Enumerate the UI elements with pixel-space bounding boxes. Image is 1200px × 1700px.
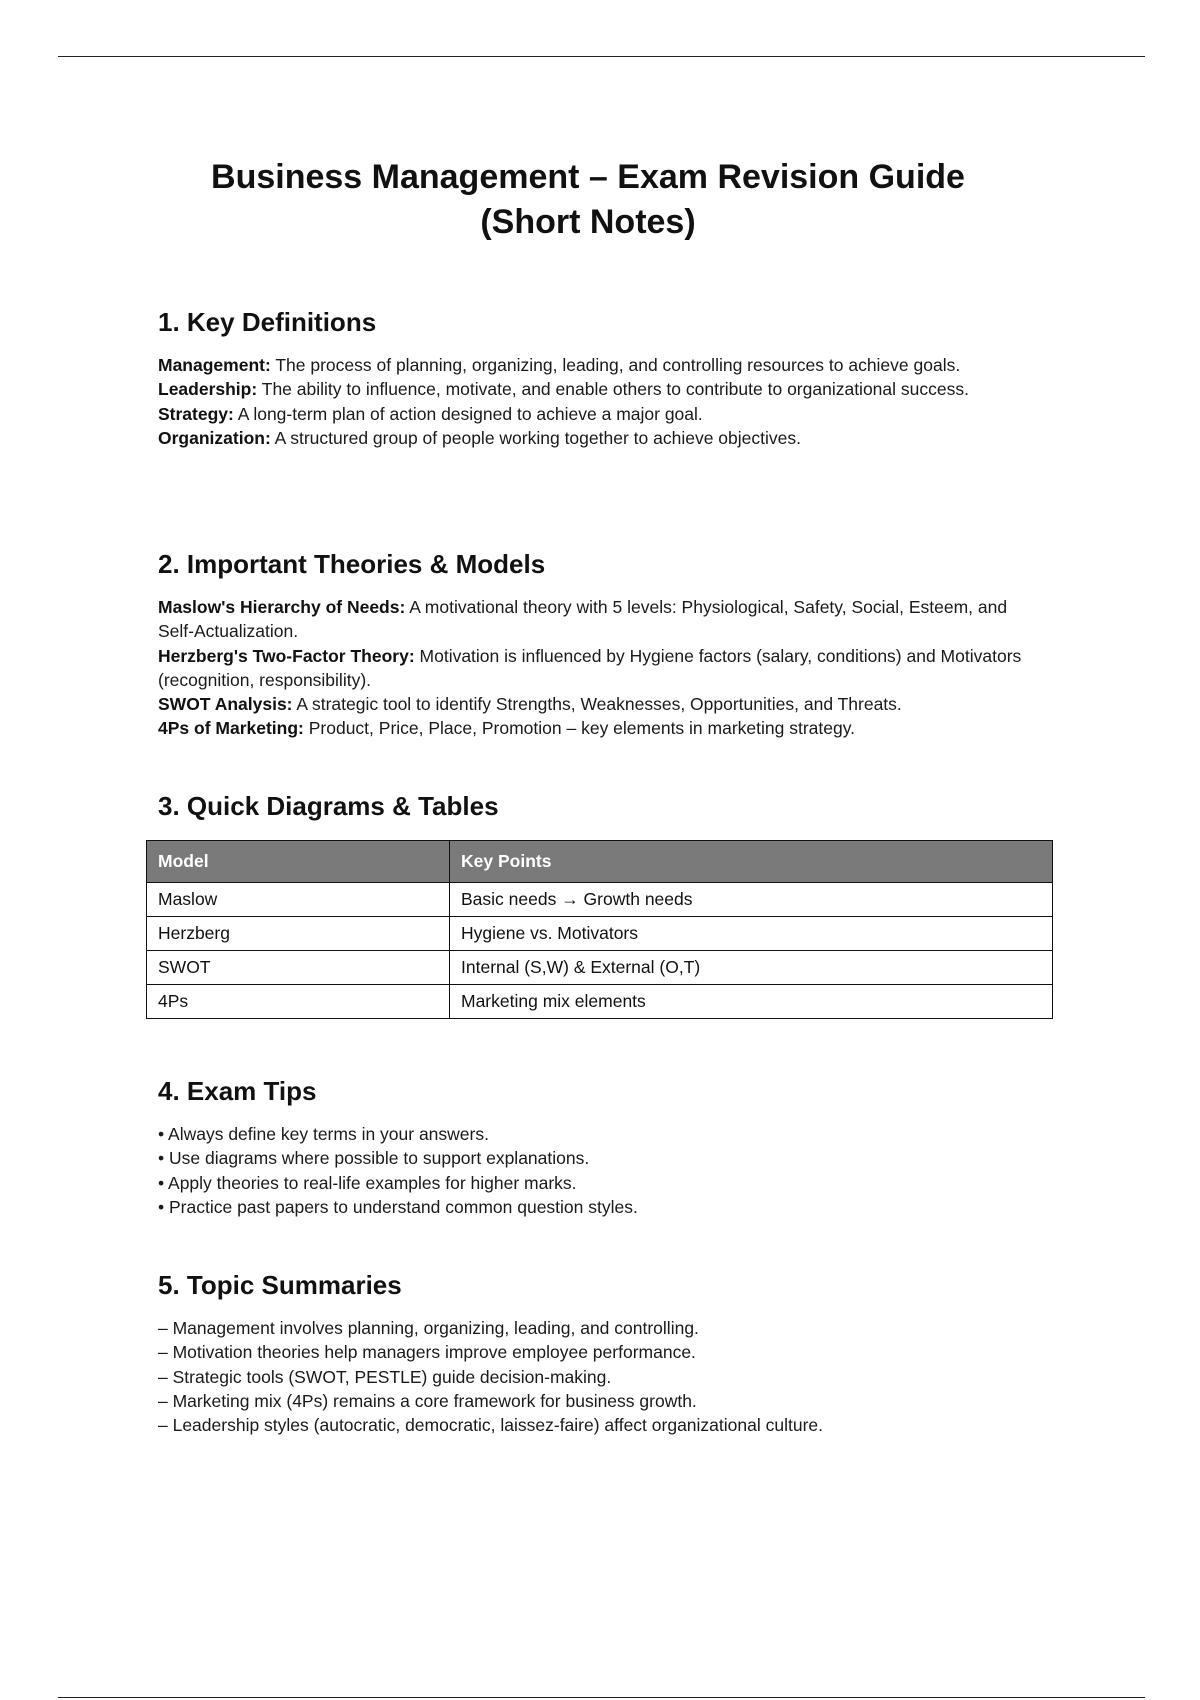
section-topic-summaries (158, 1268, 1038, 1437)
table-cell-model: Herzberg (147, 917, 450, 951)
theory-term: 4Ps of Marketing: (158, 718, 304, 739)
table-cell-model: SWOT (147, 951, 450, 985)
table-row (147, 985, 1053, 1019)
column-header-key-points: Key Points (450, 841, 1053, 883)
section-theories-models (158, 547, 1038, 741)
theory-text: A motivational theory with 5 levels: Physiological, Safety, Social, Esteem, and Self-Actualization. (158, 597, 1008, 642)
table-row (147, 917, 1053, 951)
definition-text: A structured group of people working together to achieve objectives. (270, 427, 801, 448)
table-row (147, 883, 1053, 917)
theories-list (158, 595, 1038, 741)
table-cell-key-points: Hygiene vs. Motivators (450, 917, 1053, 951)
list-item: • Practice past papers to understand common question styles. (158, 1196, 638, 1217)
table-cell-model: Maslow (147, 883, 450, 917)
table-row (147, 951, 1053, 985)
section-diagrams-tables (158, 789, 1038, 823)
table-cell-model: 4Ps (147, 985, 450, 1019)
list-item: – Motivation theories help managers improve employee performance. (158, 1342, 696, 1363)
definition-item (158, 353, 1038, 377)
theory-item (158, 595, 1038, 644)
section-heading: 5. Topic Summaries (158, 1270, 402, 1300)
document-body (158, 155, 1038, 1436)
footer-rule (58, 1697, 1145, 1698)
section-heading: 3. Quick Diagrams & Tables (158, 791, 499, 821)
definition-term: Organization: (158, 427, 271, 448)
models-table (146, 840, 1053, 1019)
list-item: – Marketing mix (4Ps) remains a core framework for business growth. (158, 1390, 697, 1411)
definition-term: Strategy: (158, 403, 234, 424)
theory-term: Herzberg's Two-Factor Theory: (158, 645, 415, 666)
section-heading: 1. Key Definitions (158, 307, 377, 337)
theory-text: A strategic tool to identify Strengths, Weaknesses, Opportunities, and Threats. (292, 694, 902, 715)
list-item: – Leadership styles (autocratic, democratic, laissez-faire) affect organizational culture. (158, 1415, 823, 1436)
section-heading: 4. Exam Tips (158, 1076, 317, 1106)
column-header-model: Model (147, 841, 450, 883)
section-key-definitions (158, 305, 1038, 450)
theory-text: Product, Price, Place, Promotion – key elements in marketing strategy. (303, 718, 856, 739)
definition-item (158, 426, 1038, 450)
table-cell-key-points: Internal (S,W) & External (O,T) (450, 951, 1053, 985)
tips-list (158, 1122, 1038, 1219)
definitions-list (158, 353, 1038, 450)
table-header-row (147, 841, 1053, 883)
definition-text: The ability to influence, motivate, and enable others to contribute to organizational success. (257, 379, 969, 400)
theory-item (158, 692, 1038, 716)
theory-term: SWOT Analysis: (158, 694, 293, 715)
document-title (148, 155, 1028, 245)
list-item: – Strategic tools (SWOT, PESTLE) guide decision-making. (158, 1366, 612, 1387)
list-item: • Apply theories to real-life examples for higher marks. (158, 1172, 577, 1193)
table-cell-key-points: Basic needs → Growth needs (450, 883, 1053, 917)
document-title-line-2: (Short Notes) (480, 203, 696, 241)
definition-text: The process of planning, organizing, leading, and controlling resources to achieve goals. (270, 355, 961, 375)
definition-term: Leadership: (158, 379, 258, 400)
section-heading: 2. Important Theories & Models (158, 549, 546, 579)
definition-text: A long-term plan of action designed to achieve a major goal. (233, 403, 703, 424)
theory-item (158, 716, 1038, 740)
list-item: – Management involves planning, organizing, leading, and controlling. (158, 1318, 699, 1338)
definition-item (158, 402, 1038, 426)
theory-item (158, 644, 1038, 693)
definition-item (158, 377, 1038, 401)
list-item: • Use diagrams where possible to support explanations. (158, 1148, 590, 1169)
summaries-list (158, 1316, 1038, 1437)
section-exam-tips (158, 1074, 1038, 1219)
table-cell-key-points: Marketing mix elements (450, 985, 1053, 1019)
definition-term: Management: (158, 355, 271, 375)
theory-text: Motivation is influenced by Hygiene factors (salary, conditions) and Motivators (recognition, responsibility). (158, 645, 1022, 690)
list-item: • Always define key terms in your answers. (158, 1124, 489, 1144)
theory-term: Maslow's Hierarchy of Needs: (158, 597, 406, 617)
document-title-line-1: Business Management – Exam Revision Guide (211, 158, 965, 196)
header-rule (58, 56, 1145, 57)
